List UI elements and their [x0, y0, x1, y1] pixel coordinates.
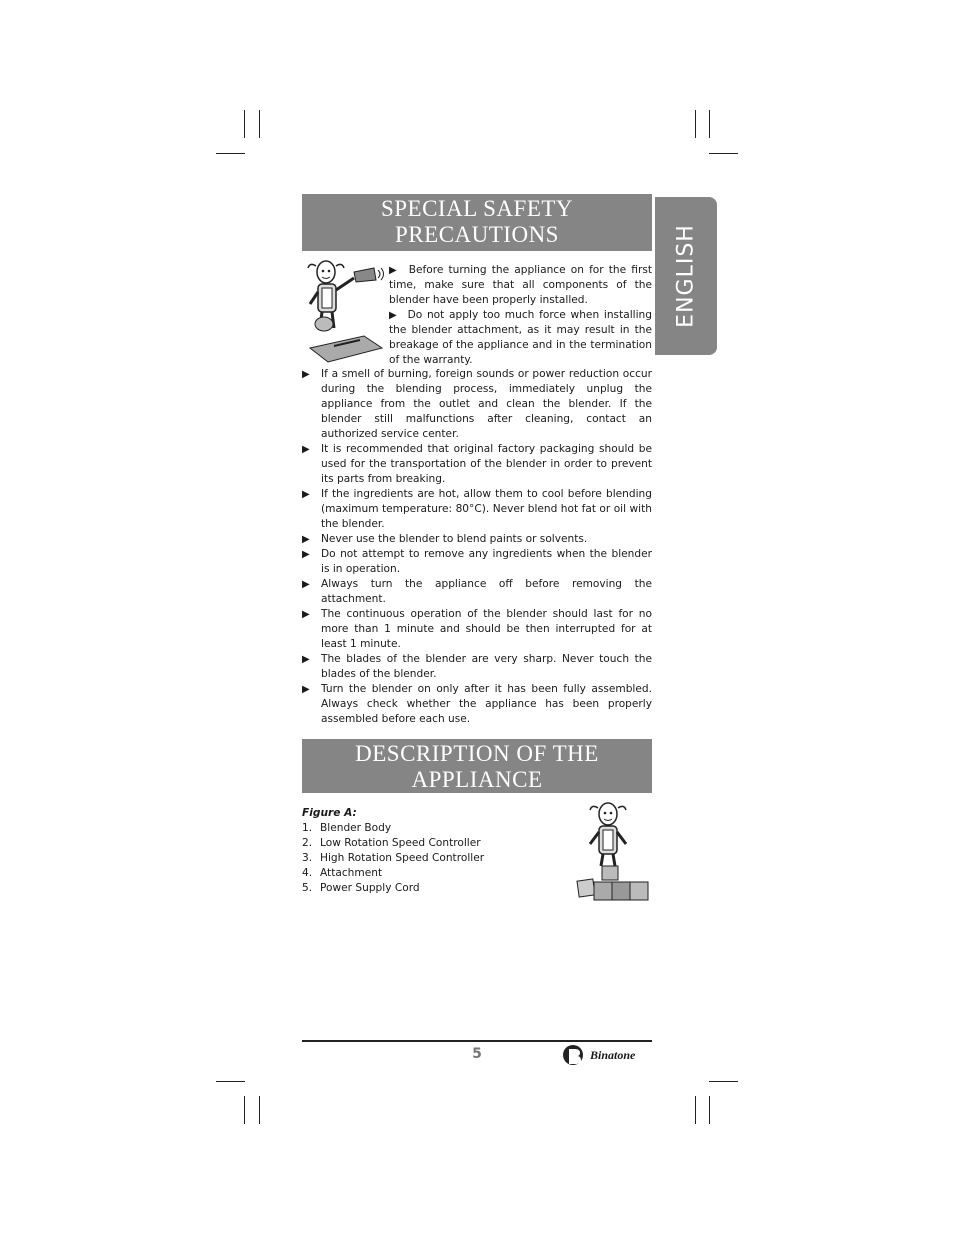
section-heading-safety	[302, 194, 652, 251]
section-heading-description	[302, 739, 652, 793]
section-heading-line2: PRECAUTIONS	[395, 222, 559, 247]
cartoon-man-with-hairdryer-icon	[304, 258, 386, 366]
page-number: 5	[472, 1046, 482, 1062]
list-item: ▶ Do not attempt to remove any ingredients when the blender is in operation.	[302, 548, 652, 575]
arrow-bullet-icon: ▶	[302, 579, 310, 590]
figure-title: Figure A:	[302, 807, 357, 819]
intro-bullet-1: ▶ Before turning the appliance on for the first time, make sure that all components of the blender have been properly installed.	[389, 264, 652, 306]
binatone-logo-icon	[562, 1044, 588, 1066]
arrow-bullet-icon: ▶	[302, 444, 310, 455]
list-item: 2. Low Rotation Speed Controller	[302, 837, 481, 849]
brand-name: Binatone	[590, 1047, 636, 1062]
arrow-bullet-icon: ▶	[302, 534, 310, 545]
arrow-bullet-icon: ▶	[302, 654, 310, 665]
list-item: ▶ Always turn the appliance off before removing the attachment.	[302, 578, 652, 605]
intro-bullet-2: ▶ Do not apply too much force when installing the blender attachment, as it may result in the breakage of the appliance and in the termination of the warranty.	[389, 309, 652, 366]
arrow-bullet-icon: ▶	[302, 684, 310, 695]
arrow-bullet-icon: ▶	[302, 549, 310, 560]
figure-parts-list	[302, 821, 484, 896]
figure-legend	[302, 806, 484, 896]
language-tab	[655, 197, 717, 355]
cartoon-man-on-abc-blocks-icon	[574, 800, 654, 906]
list-item: ▶ The blades of the blender are very sharp. Never touch the blades of the blender.	[302, 653, 652, 680]
list-item: 4. Attachment	[302, 867, 383, 879]
arrow-bullet-icon: ▶	[302, 609, 310, 620]
language-tab-label: ENGLISH	[673, 224, 699, 328]
brand-logo	[562, 1044, 635, 1066]
arrow-bullet-icon: ▶	[302, 369, 310, 380]
section-heading-line2: APPLIANCE	[411, 767, 543, 792]
list-item: ▶ The continuous operation of the blender should last for no more than 1 minute and should be then interrupted for at least 1 minute.	[302, 608, 652, 650]
list-item: 5. Power Supply Cord	[302, 882, 420, 894]
list-item: 1. Blender Body	[302, 822, 392, 834]
list-item: ▶ Turn the blender on only after it has been fully assembled. Always check whether the appliance has been properly assembled before each use.	[302, 683, 652, 725]
list-item: ▶ If the ingredients are hot, allow them to cool before blending (maximum temperature: 80°C). Never blend hot fat or oil with the blender.	[302, 488, 652, 530]
precautions-list	[302, 367, 652, 727]
list-item: ▶ If a smell of burning, foreign sounds or power reduction occur during the blending process, immediately unplug the appliance from the outlet and clean the blender. If the blender still malfunctions after cleaning, contact an authorized service center.	[302, 368, 652, 440]
arrow-bullet-icon: ▶	[389, 310, 399, 321]
list-item: ▶ It is recommended that original factory packaging should be used for the transportation of the blender in order to prevent its parts from breaking.	[302, 443, 652, 485]
list-item: 3. High Rotation Speed Controller	[302, 852, 485, 864]
arrow-bullet-icon: ▶	[302, 489, 310, 500]
arrow-bullet-icon: ▶	[389, 265, 399, 276]
intro-text-block	[389, 263, 652, 368]
section-heading-line1: DESCRIPTION OF THE	[355, 741, 599, 766]
list-item: ▶ Never use the blender to blend paints or solvents.	[302, 533, 588, 545]
footer-rule	[302, 1040, 652, 1042]
section-heading-line1: SPECIAL SAFETY	[380, 196, 574, 221]
